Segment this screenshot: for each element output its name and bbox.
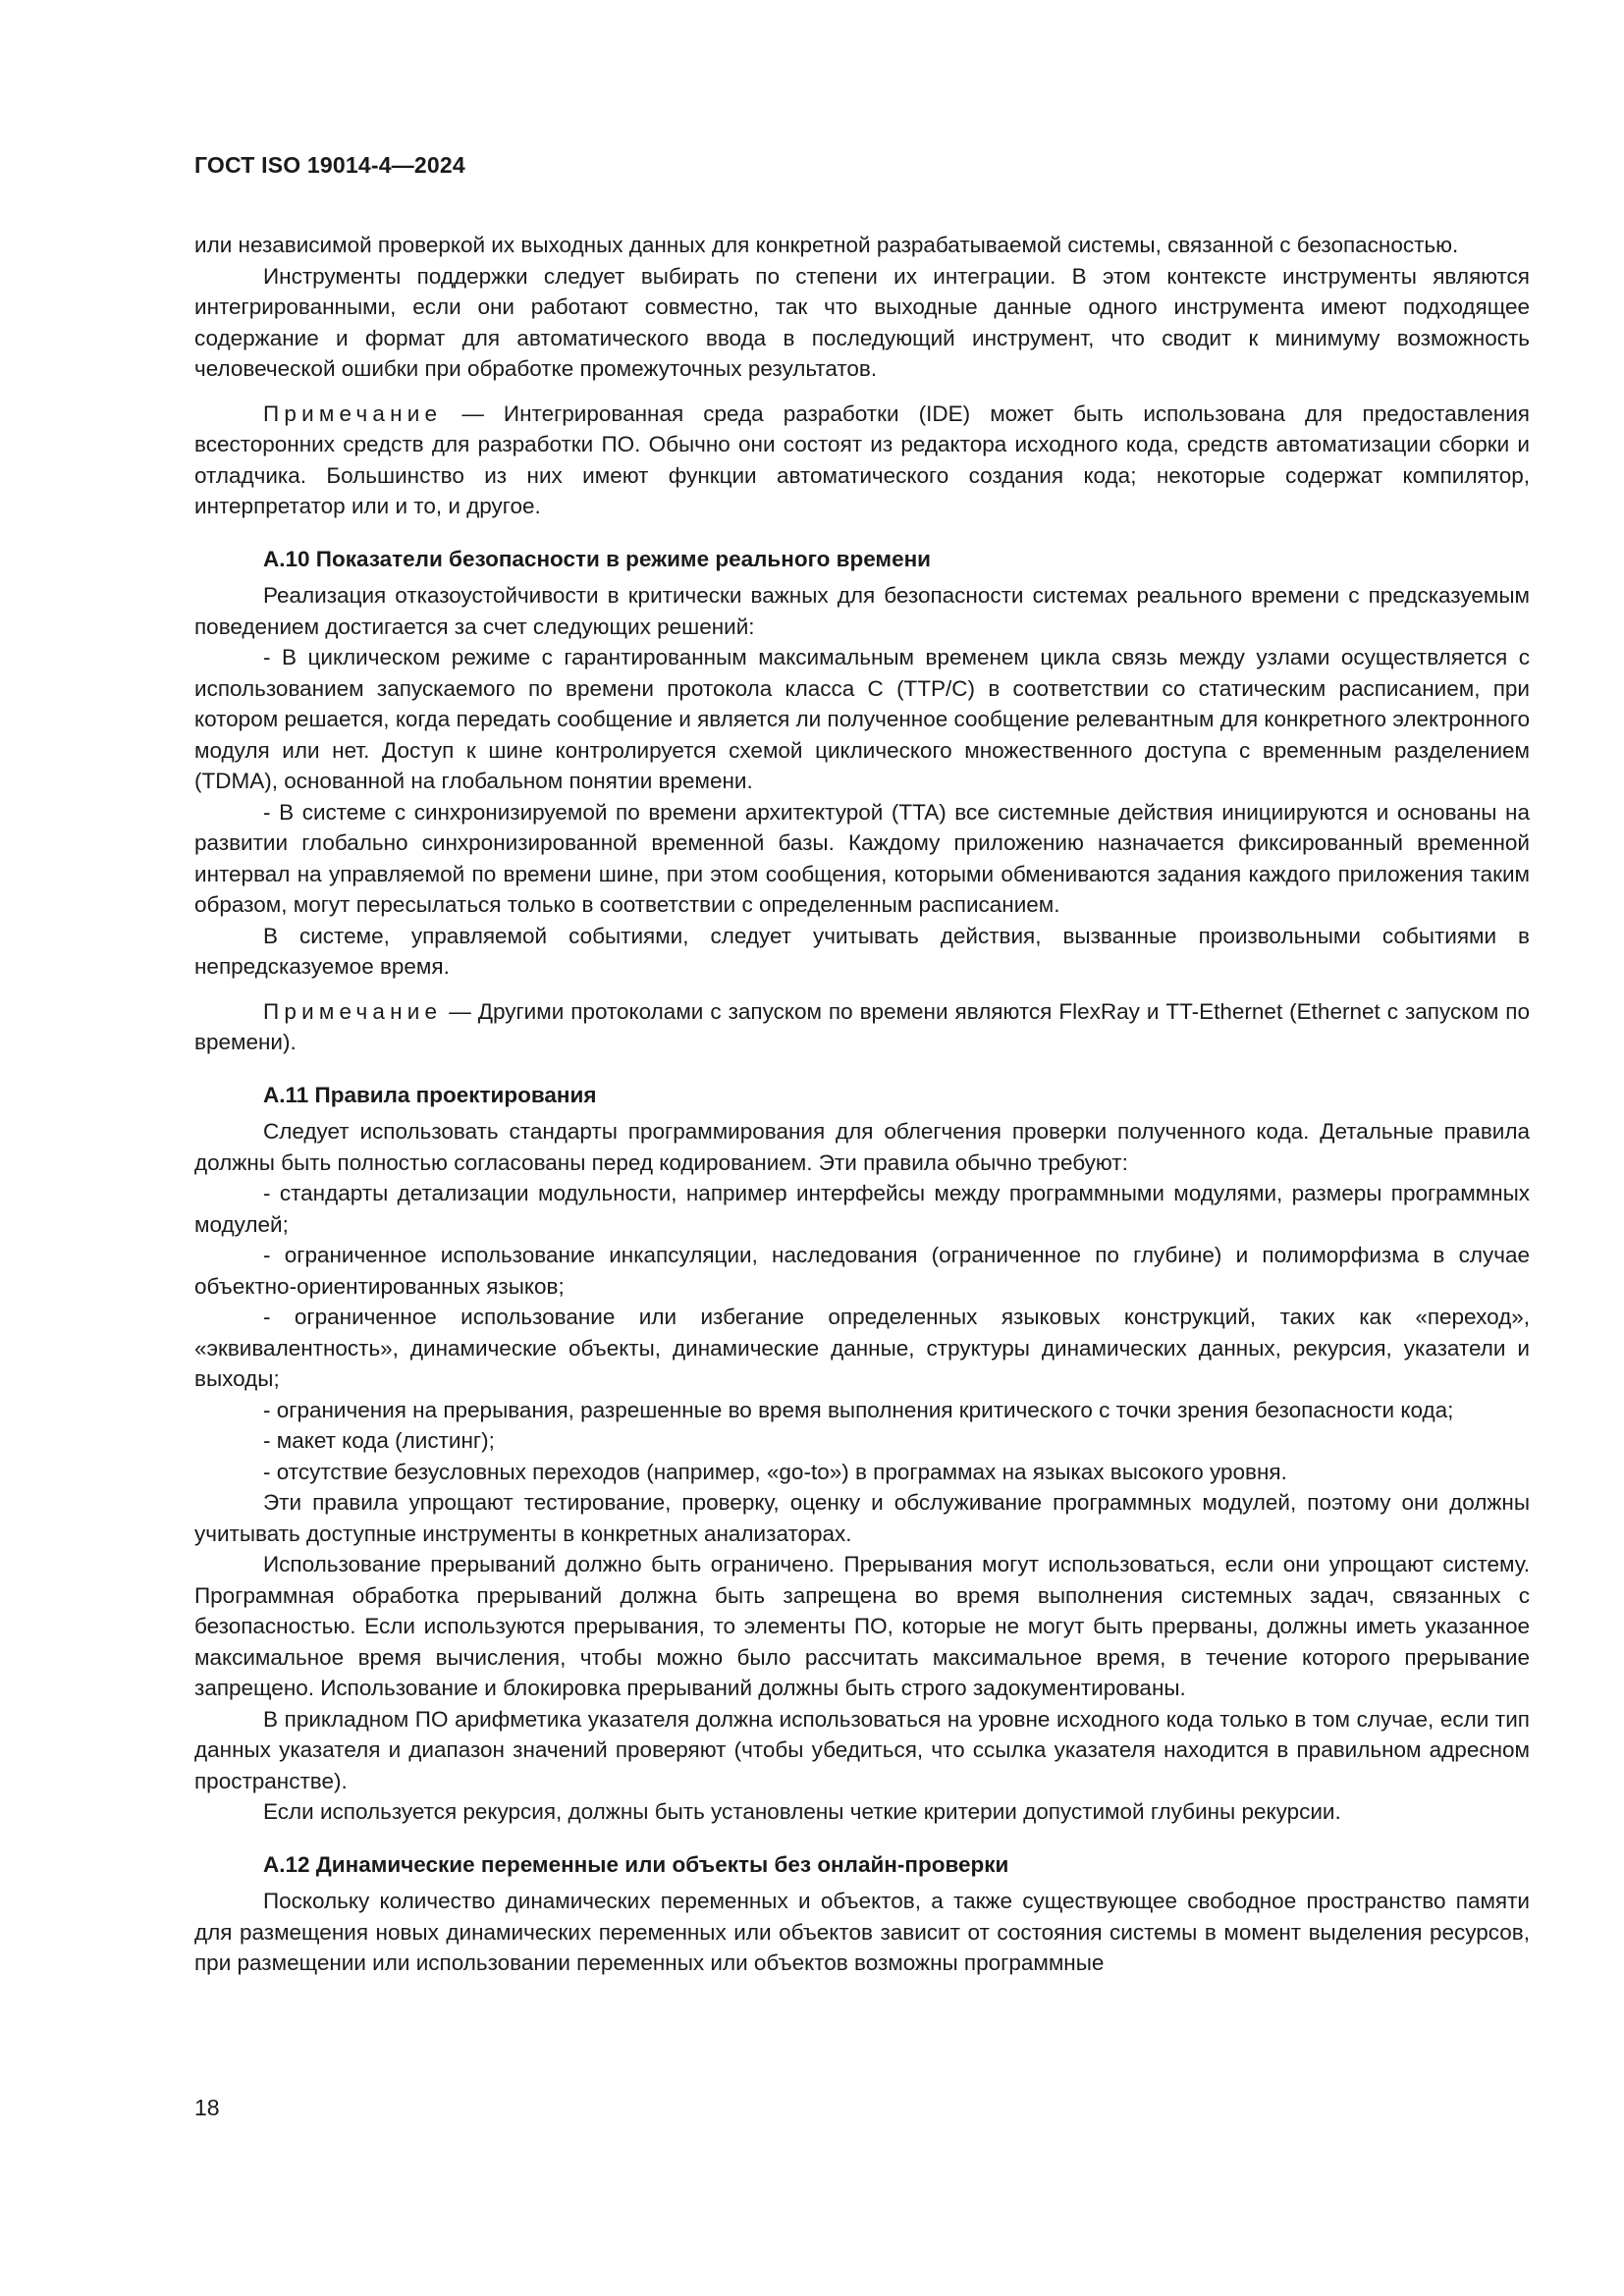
paragraph: В системе, управляемой событиями, следует учитывать действия, вызванные произвольными событиями в непредсказуемое время. [194, 923, 1530, 979]
document-body [194, 230, 1530, 1979]
list-item: - стандарты детализации модульности, например интерфейсы между программными модулями, размеры программных модулей; [194, 1181, 1530, 1237]
list-item: - отсутствие безусловных переходов (например, «go-to») в программах на языках высокого уровня. [263, 1459, 1287, 1484]
list-item: - макет кода (листинг); [263, 1428, 495, 1453]
paragraph: Реализация отказоустойчивости в критически важных для безопасности системах реального времени с предсказуемым поведением достигается за счет следующих решений: [194, 583, 1530, 639]
note-text: — Интегрированная среда разработки (IDE) может быть использована для предоставления всесторонних средств для разработки ПО. Обычно они состоят из редактора исходного кода, средств автоматизации сборки и отладчика. Большинство из них имеют функции автоматического создания кода; некоторые содержат компилятор, интерпретатор или и то, и другое. [194, 400, 1530, 518]
paragraph: Инструменты поддержки следует выбирать по степени их интеграции. В этом контексте инструменты являются интегрированными, если они работают совместно, так что выходные данные одного инструмента имеют подходящее содержание и формат для автоматического ввода в последующий инструмент, что сводит к минимуму возможность человеческой ошибки при обработке промежуточных результатов. [194, 263, 1530, 381]
note [194, 399, 1530, 522]
paragraph: Эти правила упрощают тестирование, проверку, оценку и обслуживание программных модулей, поэтому они должны учитывать доступные инструменты в конкретных анализаторах. [194, 1490, 1530, 1546]
list-item: - ограниченное использование или избегание определенных языковых конструкций, таких как «переход», «эквивалентность», динамические объекты, динамические данные, структуры динамических данных, рекурсия, указатели и выходы; [194, 1305, 1530, 1391]
list-item: - В циклическом режиме с гарантированным максимальным временем цикла связь между узлами осуществляется с использованием запускаемого по времени протокола класса C (TTP/C) в соответствии со статическим расписанием, при котором решается, когда передать сообщение и является ли полученное сообщение релевантным для конкретного электронного модуля или нет. Доступ к шине контролируется схемой циклического множественного доступа с временным разделением (TDMA), основанной на глобальном понятии времени. [194, 645, 1530, 793]
paragraph: Использование прерываний должно быть ограничено. Прерывания могут использоваться, если они упрощают систему. Программная обработка прерываний должна быть запрещена во время выполнения системных задач, связанных с безопасностью. Если используются прерывания, то элементы ПО, которые не могут быть прерваны, должны иметь указанное максимальное время вычисления, чтобы можно было рассчитать максимальное время, в течение которого прерывание запрещено. Использование и блокировка прерываний должны быть строго задокументированы. [194, 1552, 1530, 1700]
paragraph: Следует использовать стандарты программирования для облегчения проверки полученного кода. Детальные правила должны быть полностью согласованы перед кодированием. Эти правила обычно требуют: [194, 1119, 1530, 1175]
document-header-id: ГОСТ ISO 19014-4—2024 [194, 152, 465, 178]
note-label: Примечание [263, 998, 443, 1024]
section-heading-a10: А.10 Показатели безопасности в режиме реального времени [263, 546, 932, 571]
note-label: Примечание [263, 400, 443, 426]
list-item: - В системе с синхронизируемой по времени архитектурой (TTA) все системные действия инициируются и основаны на развитии глобально синхронизированной временной базы. Каждому приложению назначается фиксированный временной интервал на управляемой по времени шине, при этом сообщения, которыми обмениваются задания каждого приложения таким образом, могут пересылаться только в соответствии с определенным расписанием. [194, 799, 1530, 917]
page-number: 18 [194, 2095, 220, 2120]
section-heading-a11: А.11 Правила проектирования [263, 1082, 597, 1107]
paragraph: или независимой проверкой их выходных данных для конкретной разрабатываемой системы, связанной с безопасностью. [194, 233, 1459, 257]
paragraph: Если используется рекурсия, должны быть установлены четкие критерии допустимой глубины рекурсии. [263, 1799, 1341, 1824]
list-item: - ограничения на прерывания, разрешенные во время выполнения критического с точки зрения безопасности кода; [263, 1397, 1454, 1422]
paragraph: В прикладном ПО арифметика указателя должна использоваться на уровне исходного кода только в том случае, если тип данных указателя и диапазон значений проверяют (чтобы убедиться, что ссылка указателя находится в правильном адресном пространстве). [194, 1706, 1530, 1793]
note-text: — Другими протоколами с запуском по времени являются FlexRay и TT-Ethernet (Ethernet с запуском по времени). [194, 998, 1530, 1054]
list-item: - ограниченное использование инкапсуляции, наследования (ограниченное по глубине) и полиморфизма в случае объектно-ориентированных языков; [194, 1243, 1530, 1299]
section-heading-a12: А.12 Динамические переменные или объекты без онлайн-проверки [263, 1851, 1009, 1877]
paragraph: Поскольку количество динамических переменных и объектов, а также существующее свободное пространство памяти для размещения новых динамических переменных или объектов зависит от состояния системы в момент выделения ресурсов, при размещении или использовании переменных или объектов возможны программные [194, 1889, 1530, 1975]
note [194, 996, 1530, 1058]
